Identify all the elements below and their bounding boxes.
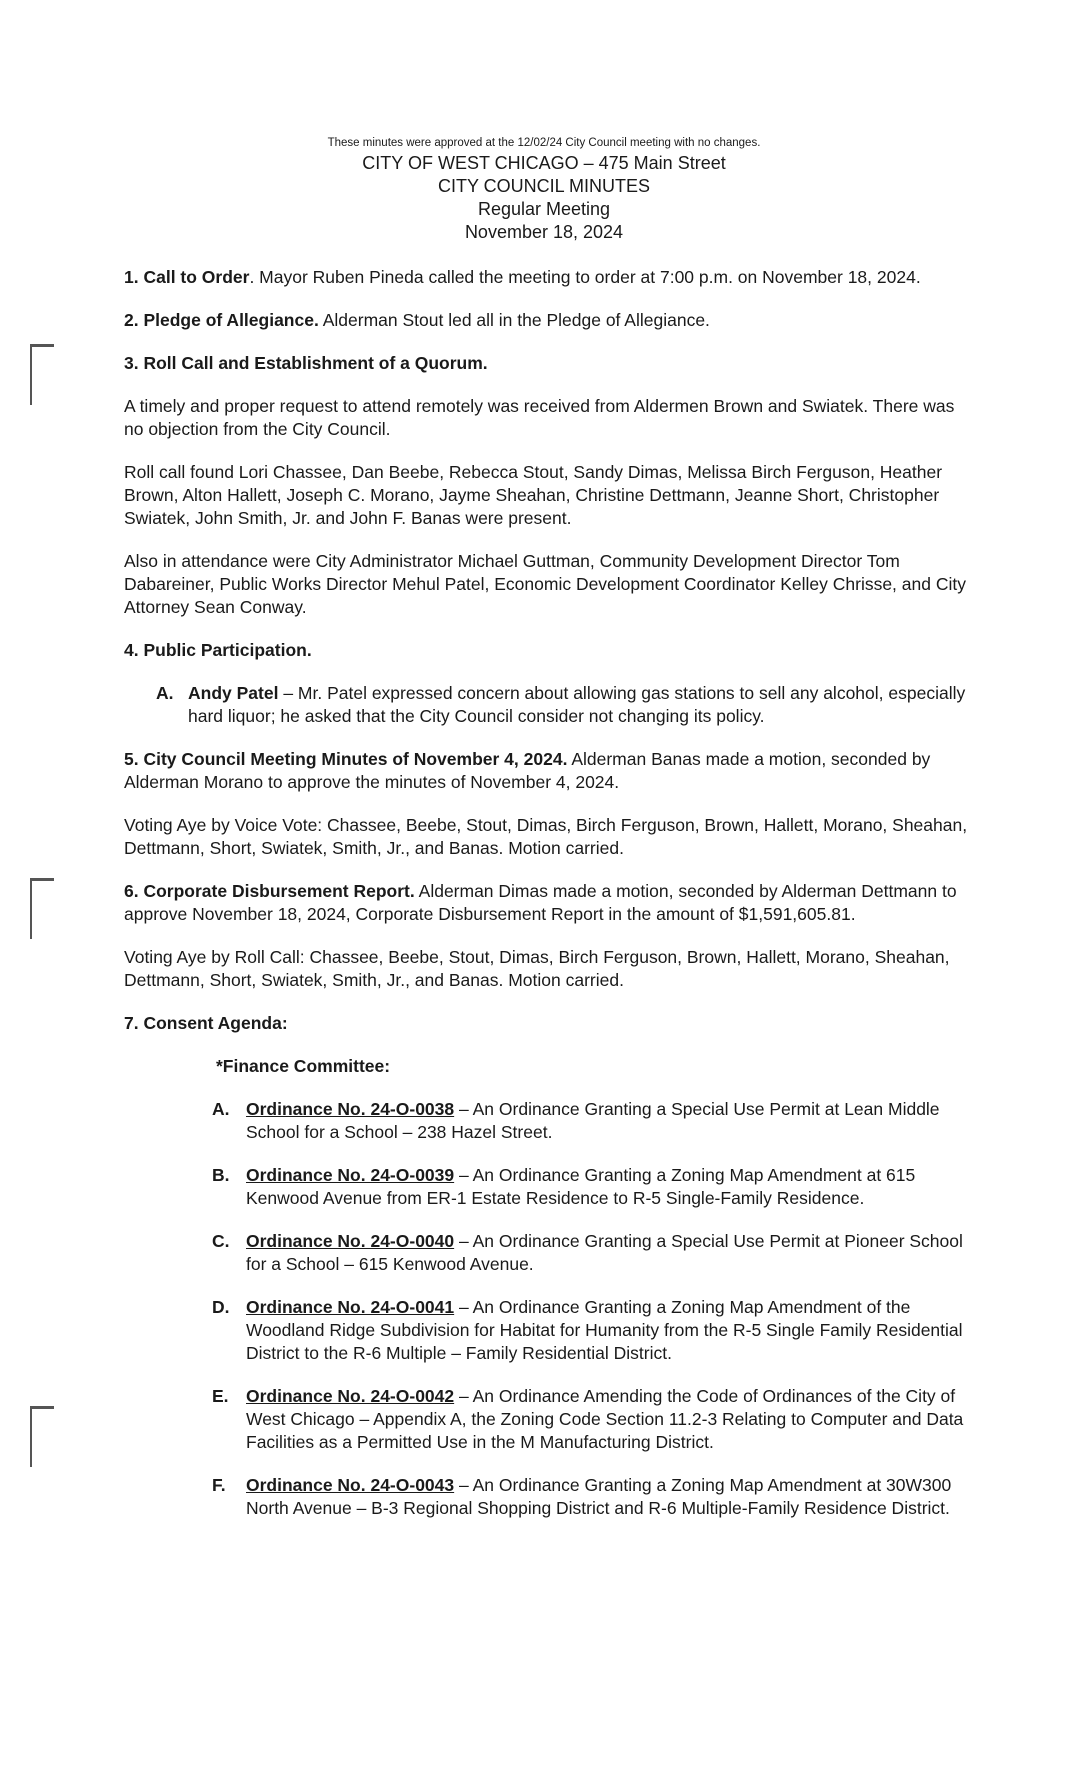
section-heading: 5. City Council Meeting Minutes of November 4, 2024. (124, 749, 568, 769)
public-participation-item (156, 682, 970, 728)
section-consent-agenda-heading: 7. Consent Agenda: (124, 1013, 288, 1033)
section-roll-call-heading: 3. Roll Call and Establishment of a Quorum. (124, 353, 488, 373)
section-heading: 1. Call to Order (124, 267, 250, 287)
margin-bracket-mark (30, 344, 54, 405)
consent-item (212, 1098, 970, 1144)
item-letter: A. (212, 1099, 230, 1119)
ordinance-number: Ordinance No. 24-O-0042 (246, 1386, 455, 1406)
ordinance-number: Ordinance No. 24-O-0040 (246, 1231, 455, 1251)
consent-item (212, 1164, 970, 1210)
document-header (0, 136, 1088, 244)
item-text: – An Ordinance Granting a Special Use Permit at Pioneer School for a School – 615 Kenwood Avenue. (246, 1231, 963, 1274)
consent-item (212, 1474, 970, 1520)
item-text: – An Ordinance Granting a Zoning Map Amendment at 30W300 North Avenue – B-3 Regional Shopping District and R-6 Multiple-Family Residence District. (246, 1475, 952, 1518)
section-minutes-approval (124, 748, 970, 794)
item-letter: A. (156, 683, 174, 703)
voice-vote-result: Voting Aye by Voice Vote: Chassee, Beebe, Stout, Dimas, Birch Ferguson, Brown, Hallett, Morano, Sheahan, Dettmann, Short, Swiatek, Smith, Jr., and Banas. Motion carried. (124, 815, 968, 858)
ordinance-number: Ordinance No. 24-O-0041 (246, 1297, 455, 1317)
attendance-paragraph: Also in attendance were City Administrator Michael Guttman, Community Development Director Tom Dabareiner, Public Works Director Mehul Patel, Economic Development Coordinator Kelley Chrisse, and City Attorney Sean Conway. (124, 551, 966, 617)
roll-call-paragraph: Roll call found Lori Chassee, Dan Beebe, Rebecca Stout, Sandy Dimas, Melissa Birch Ferguson, Heather Brown, Alton Hallett, Joseph C. Morano, Jayme Sheahan, Christine Dettmann, Jeanne Short, Christopher Swiatek, John Smith, Jr. and John F. Banas were present. (124, 462, 943, 528)
ordinance-number: Ordinance No. 24-O-0039 (246, 1165, 455, 1185)
meeting-type: Regular Meeting (477, 199, 611, 219)
item-letter: C. (212, 1231, 230, 1251)
margin-bracket-mark (30, 878, 54, 939)
margin-bracket-mark (30, 1406, 54, 1467)
ordinance-number: Ordinance No. 24-O-0043 (246, 1475, 455, 1495)
meeting-date: November 18, 2024 (464, 222, 624, 242)
item-letter: D. (212, 1297, 230, 1317)
city-line: CITY OF WEST CHICAGO – 475 Main Street (362, 153, 726, 173)
item-letter: B. (212, 1165, 230, 1185)
item-text: – An Ordinance Granting a Zoning Map Amendment of the Woodland Ridge Subdivision for Habitat for Humanity from the R-5 Single Family Residential District to the R-6 Multiple – Family Residential District. (246, 1297, 963, 1363)
consent-item (212, 1296, 970, 1365)
speaker-name: Andy Patel (188, 683, 279, 703)
finance-committee-heading: *Finance Committee: (216, 1056, 391, 1076)
ordinance-number: Ordinance No. 24-O-0038 (246, 1099, 455, 1119)
item-letter: E. (212, 1386, 229, 1406)
item-letter: F. (212, 1475, 226, 1495)
consent-item (212, 1230, 970, 1276)
approval-note: These minutes were approved at the 12/02/24 City Council meeting with no changes. (327, 137, 761, 149)
document-title: CITY COUNCIL MINUTES (437, 176, 651, 196)
item-text: – Mr. Patel expressed concern about allowing gas stations to sell any alcohol, especially hard liquor; he asked that the City Council consider not changing its policy. (188, 683, 966, 726)
section-disbursement-report (124, 880, 970, 926)
remote-attendance-paragraph: A timely and proper request to attend remotely was received from Aldermen Brown and Swiatek. There was no objection from the City Council. (124, 396, 955, 439)
section-text: Alderman Stout led all in the Pledge of Allegiance. (318, 310, 710, 330)
section-text: . Mayor Ruben Pineda called the meeting to order at 7:00 p.m. on November 18, 2024. (249, 267, 921, 287)
section-call-to-order (124, 266, 970, 289)
section-pledge (124, 309, 970, 332)
section-heading: 2. Pledge of Allegiance. (124, 310, 319, 330)
section-text: Alderman Dimas made a motion, seconded by Alderman Dettmann to approve November 18, 2024, Corporate Disbursement Report in the amount of $1,591,605.81. (124, 881, 957, 924)
section-heading: 6. Corporate Disbursement Report. (124, 881, 415, 901)
item-text: – An Ordinance Granting a Special Use Permit at Lean Middle School for a School – 238 Hazel Street. (246, 1099, 940, 1142)
roll-call-vote-result: Voting Aye by Roll Call: Chassee, Beebe, Stout, Dimas, Birch Ferguson, Brown, Hallett, Morano, Sheahan, Dettmann, Short, Swiatek, Smith, Jr., and Banas. Motion carried. (124, 947, 950, 990)
section-text: Alderman Banas made a motion, seconded by Alderman Morano to approve the minutes of November 4, 2024. (124, 749, 931, 792)
item-text: – An Ordinance Amending the Code of Ordinances of the City of West Chicago – Appendix A, the Zoning Code Section 11.2-3 Relating to Computer and Data Facilities as a Permitted Use in the M Manufacturing District. (246, 1386, 964, 1452)
consent-item (212, 1385, 970, 1454)
minutes-body (124, 266, 970, 1520)
item-text: – An Ordinance Granting a Zoning Map Amendment at 615 Kenwood Avenue from ER-1 Estate Residence to R-5 Single-Family Residence. (246, 1165, 916, 1208)
section-public-participation-heading: 4. Public Participation. (124, 640, 312, 660)
